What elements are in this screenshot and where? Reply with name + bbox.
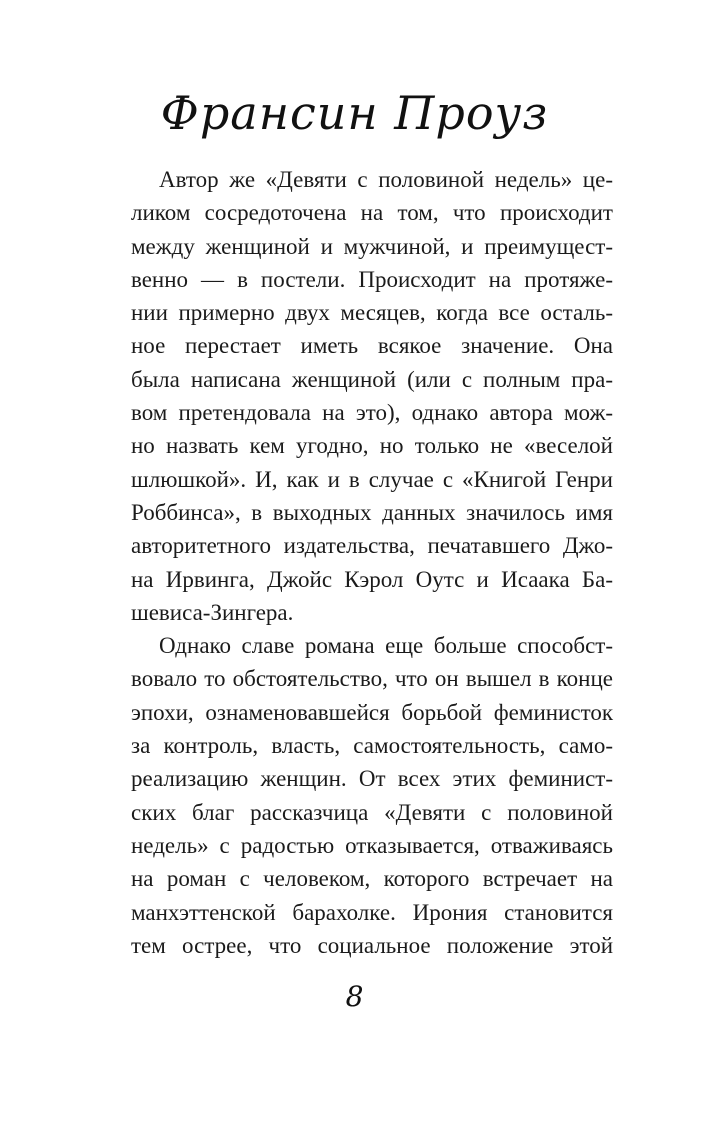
text-line: шлюшкой». И, как и в случае с «Книгой Генри (131, 466, 613, 492)
text-line: недель» с радостью отказывается, отваживаясь (131, 832, 613, 858)
text-line: шевиса-Зингера. (131, 599, 294, 625)
text-line: тем острее, что социальное положение этой (131, 932, 613, 958)
text-line: нии примерно двух месяцев, когда все осталь- (131, 300, 613, 326)
text-line: но назвать кем угодно, но только не «веселой (131, 433, 613, 459)
body-text (131, 163, 613, 962)
text-line: ских благ рассказчица «Девяти с половиной (131, 799, 613, 825)
text-line: была написана женщиной (или с полным пра- (131, 366, 613, 392)
text-line: Однако славе романа еще больше способст- (159, 633, 613, 659)
text-line: Автор же «Девяти с половиной недель» це- (159, 167, 613, 192)
text-line: ное перестает иметь всякое значение. Она (131, 333, 613, 359)
text-line: Роббинса», в выходных данных значилось имя (131, 499, 613, 525)
text-line: на Ирвинга, Джойс Кэрол Оутс и Исаака Ба- (131, 566, 613, 592)
paragraph-2 (131, 629, 613, 962)
text-line: реализацию женщин. От всех этих феминист- (131, 766, 613, 792)
page-number: 8 (345, 980, 364, 1013)
running-head: Франсин Проуз (160, 86, 549, 140)
text-line: венно — в постели. Происходит на протяже- (131, 266, 613, 292)
text-line: эпохи, ознаменовавшейся борьбой феминисток (131, 699, 613, 725)
text-line: манхэттенской барахолке. Ирония становится (131, 899, 613, 925)
text-line: на роман с человеком, которого встречает на (131, 866, 613, 892)
text-line: авторитетного издательства, печатавшего Джо- (131, 533, 613, 559)
text-line: за контроль, власть, самостоятельность, само- (131, 733, 613, 759)
text-line: вом претендовала на это), однако автора мож- (131, 400, 613, 426)
paragraph-1 (131, 163, 613, 629)
text-line: вовало то обстоятельство, что он вышел в конце (131, 666, 613, 692)
text-line: между женщиной и мужчиной, и преимущест- (131, 233, 613, 259)
text-line: ликом сосредоточена на том, что происходит (131, 200, 613, 226)
